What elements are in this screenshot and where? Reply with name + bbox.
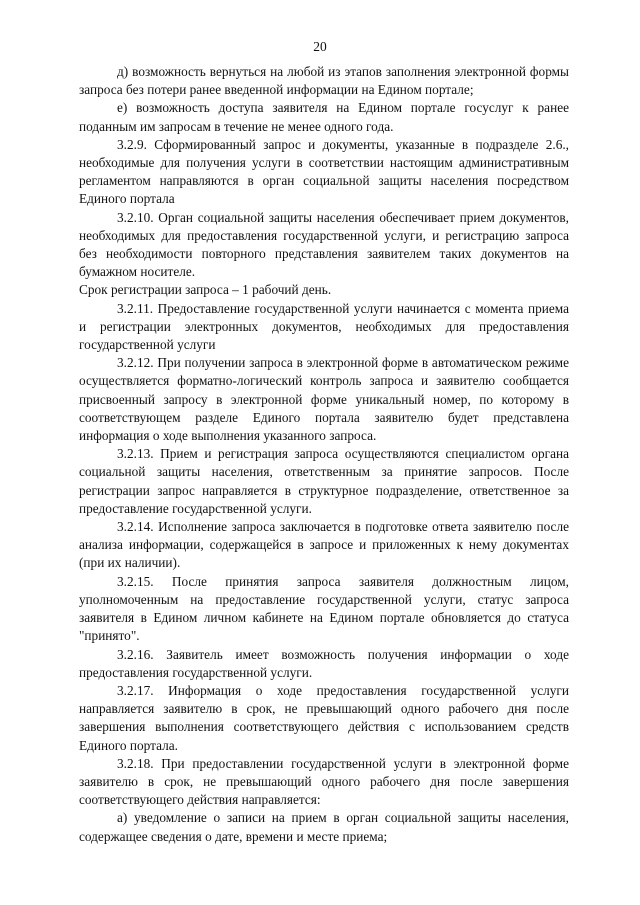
paragraph-3-2-12: 3.2.12. При получении запроса в электронной форме в автоматическом режиме осуществляется форматно-логический контроль запроса и заявителю сообщается присвоенный запросу в электронной форме уникальный номер, по которому в соответствующем разделе Единого портала заявителю будет представлена информация о ходе выполнения указанного запроса. <box>79 355 569 444</box>
paragraph-d: д) возможность вернуться на любой из этапов заполнения электронной формы запроса без потери ранее введенной информации на Едином портале; <box>79 64 569 98</box>
paragraph-3-2-17: 3.2.17. Информация о ходе предоставления государственной услуги направляется заявителю в срок, не превышающий одного рабочего дня после завершения выполнения соответствующего действия с использованием средств Единого портала. <box>79 682 569 753</box>
paragraph-e: е) возможность доступа заявителя на Едином портале госуслуг к ранее поданным им запросам в течение не менее одного года. <box>79 100 569 134</box>
paragraph-3-2-13: 3.2.13. Прием и регистрация запроса осуществляются специалистом органа социальной защиты населения, ответственным за принятие запросов. После регистрации запрос направляется в структурное подразделение, ответственное за предоставление государственной услуги. <box>79 446 569 516</box>
paragraph-3-2-9: 3.2.9. Сформированный запрос и документы, указанные в подразделе 2.6., необходимые для получения услуги в соответствии настоящим административным регламентом направляются в орган социальной защиты населения посредством Единого портала <box>79 136 569 207</box>
paragraph-3-2-10: 3.2.10. Орган социальной защиты населения обеспечивает прием документов, необходимых для предоставления государственной услуги, и регистрацию запроса без необходимости повторного представления заявителем таких документов на бумажном носителе. <box>79 209 569 280</box>
paragraph-3-2-15: 3.2.15. После принятия запроса заявителя должностным лицом, уполномоченным на предоставление государственной услуги, статус запроса заявителя в Едином личном кабинете на Едином портале обновляется до статуса "принято". <box>79 573 569 644</box>
paragraph-registration-term: Срок регистрации запроса – 1 рабочий день. <box>79 282 332 298</box>
page-number: 20 <box>313 39 327 54</box>
paragraph-3-2-18: 3.2.18. При предоставлении государственной услуги в электронной форме заявителю в срок, не превышающий одного рабочего дня после завершения соответствующего действия направляется: <box>79 755 569 808</box>
paragraph-3-2-11: 3.2.11. Предоставление государственной услуги начинается с момента приема и регистрации электронных документов, необходимых для предоставления государственной услуги <box>79 300 569 353</box>
paragraph-3-2-16: 3.2.16. Заявитель имеет возможность получения информации о ходе предоставления государственной услуги. <box>79 646 569 680</box>
paragraph-a: а) уведомление о записи на прием в орган социальной защиты населения, содержащее сведения о дате, времени и месте приема; <box>79 810 569 844</box>
document-body <box>79 63 569 846</box>
paragraph-3-2-14: 3.2.14. Исполнение запроса заключается в подготовке ответа заявителю после анализа информации, содержащейся в запросе и приложенных к нему документах (при их наличии). <box>79 519 569 571</box>
